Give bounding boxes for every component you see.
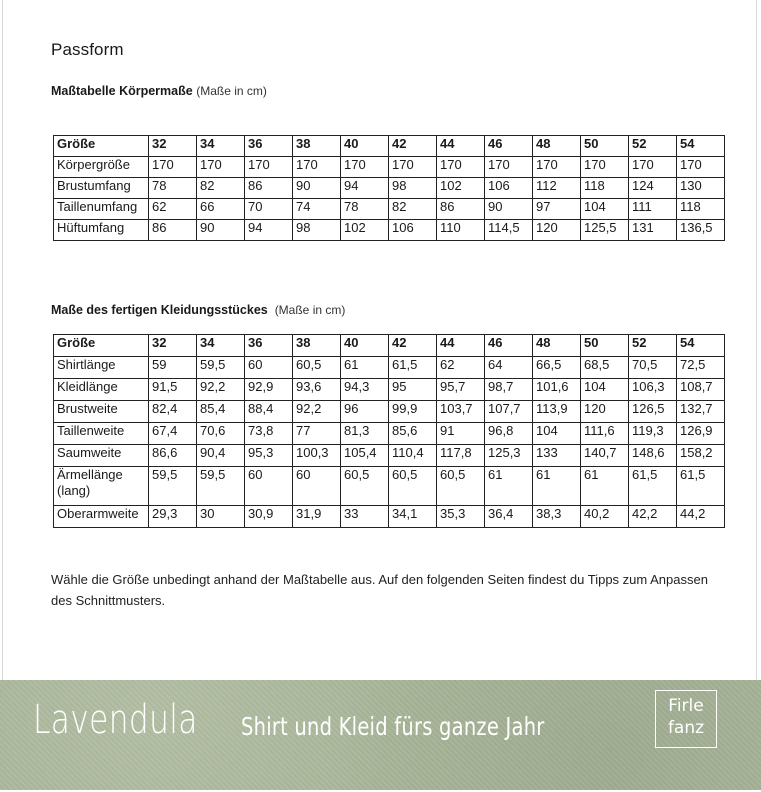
firlefanz-logo [655,690,717,748]
body-table-cell: 124 [629,178,677,199]
garment-table-cell: 90,4 [197,445,245,467]
body-table-cell: 86 [245,178,293,199]
body-table-cell: 170 [293,157,341,178]
body-table-row-label: Taillenumfang [54,199,149,220]
garment-table-cell: 33 [341,506,389,528]
garment-table-row-label: Oberarmweite [54,506,149,528]
body-table-size-header: 32 [149,136,197,157]
garment-table-cell: 110,4 [389,445,437,467]
garment-table-row-label: Kleidlänge [54,379,149,401]
logo-line-2: fanz [667,718,705,738]
body-table-cell: 170 [581,157,629,178]
body-table-size-header: 44 [437,136,485,157]
logo-line-1: Firle [668,696,704,716]
garment-table-cell: 95,3 [245,445,293,467]
body-table-cell: 70 [245,199,293,220]
garment-table-header-row [54,335,725,357]
garment-table-cell: 148,6 [629,445,677,467]
garment-table-cell: 119,3 [629,423,677,445]
body-measurements-heading-note: (Maße in cm) [196,84,267,98]
garment-table-size-header: 50 [581,335,629,357]
garment-table-cell: 66,5 [533,357,581,379]
body-table-cell: 78 [149,178,197,199]
garment-measurements-heading [51,303,345,317]
body-table-row [54,157,725,178]
body-table-cell: 170 [533,157,581,178]
garment-table-cell: 104 [581,379,629,401]
body-table-size-header: 40 [341,136,389,157]
body-table-cell: 86 [437,199,485,220]
body-table-cell: 118 [677,199,725,220]
garment-table-row [54,401,725,423]
garment-table-cell: 59,5 [149,467,197,506]
body-table-cell: 98 [389,178,437,199]
garment-table-size-header: 32 [149,335,197,357]
garment-table-cell: 108,7 [677,379,725,401]
garment-table-row-label: Saumweite [54,445,149,467]
garment-table-cell: 98,7 [485,379,533,401]
body-table-cell: 110 [437,220,485,241]
garment-table-row [54,357,725,379]
body-table-header-label: Größe [54,136,149,157]
garment-table-cell: 36,4 [485,506,533,528]
garment-table-cell: 60 [245,357,293,379]
garment-table-cell: 73,8 [245,423,293,445]
garment-table-cell: 61 [533,467,581,506]
garment-table-cell: 44,2 [677,506,725,528]
garment-table-size-header: 52 [629,335,677,357]
garment-table-cell: 133 [533,445,581,467]
garment-table-size-header: 46 [485,335,533,357]
garment-table-cell: 92,2 [197,379,245,401]
body-table-cell: 170 [341,157,389,178]
garment-table-cell: 81,3 [341,423,389,445]
garment-table-cell: 95,7 [437,379,485,401]
garment-table-size-header: 34 [197,335,245,357]
garment-table-cell: 59,5 [197,467,245,506]
body-table-cell: 86 [149,220,197,241]
body-table-cell: 170 [485,157,533,178]
garment-table-cell: 70,6 [197,423,245,445]
garment-table-cell: 132,7 [677,401,725,423]
garment-table-cell: 101,6 [533,379,581,401]
body-table-size-header: 52 [629,136,677,157]
garment-table-size-header: 38 [293,335,341,357]
garment-table-row-label: Brustweite [54,401,149,423]
garment-table-cell: 67,4 [149,423,197,445]
body-measurements-heading-bold: Maßtabelle Körpermaße [51,84,193,98]
body-table-cell: 170 [677,157,725,178]
body-table-cell: 114,5 [485,220,533,241]
garment-table-size-header: 44 [437,335,485,357]
garment-table-row-label: Ärmellänge (lang) [54,467,149,506]
body-table-cell: 97 [533,199,581,220]
garment-table-row-label: Shirtlänge [54,357,149,379]
body-table-size-header: 48 [533,136,581,157]
garment-table-cell: 94,3 [341,379,389,401]
garment-table-cell: 60 [293,467,341,506]
garment-table-size-header: 48 [533,335,581,357]
garment-table-cell: 99,9 [389,401,437,423]
garment-table-cell: 96 [341,401,389,423]
garment-table-cell: 117,8 [437,445,485,467]
garment-table-cell: 60,5 [293,357,341,379]
body-table-cell: 130 [677,178,725,199]
body-table-cell: 66 [197,199,245,220]
garment-table-cell: 64 [485,357,533,379]
body-measurements-heading [51,84,267,98]
body-table-cell: 170 [629,157,677,178]
body-table-cell: 94 [245,220,293,241]
garment-table-cell: 77 [293,423,341,445]
garment-table-cell: 59 [149,357,197,379]
garment-table-cell: 82,4 [149,401,197,423]
garment-table-cell: 30,9 [245,506,293,528]
body-table-cell: 102 [437,178,485,199]
body-table-size-header: 38 [293,136,341,157]
body-table-row-label: Körpergröße [54,157,149,178]
garment-table-cell: 120 [581,401,629,423]
garment-table-size-header: 40 [341,335,389,357]
brand-tagline: Shirt und Kleid fürs ganze Jahr [241,712,545,741]
garment-table-cell: 103,7 [437,401,485,423]
garment-table-size-header: 54 [677,335,725,357]
body-table-cell: 125,5 [581,220,629,241]
body-table-cell: 74 [293,199,341,220]
body-table-size-header: 42 [389,136,437,157]
body-table-cell: 94 [341,178,389,199]
body-table-cell: 82 [389,199,437,220]
garment-table-cell: 86,6 [149,445,197,467]
garment-table-cell: 126,5 [629,401,677,423]
garment-table-cell: 100,3 [293,445,341,467]
body-table-cell: 170 [245,157,293,178]
garment-table-cell: 62 [437,357,485,379]
garment-table-cell: 60,5 [389,467,437,506]
garment-table-cell: 85,6 [389,423,437,445]
garment-table-header-label: Größe [54,335,149,357]
garment-table-cell: 107,7 [485,401,533,423]
body-table-cell: 170 [197,157,245,178]
body-table-cell: 118 [581,178,629,199]
garment-table-row-label: Taillenweite [54,423,149,445]
garment-table-size-header: 42 [389,335,437,357]
garment-measurements-table [53,334,725,528]
garment-table-cell: 106,3 [629,379,677,401]
garment-table-cell: 61,5 [629,467,677,506]
page-title: Passform [51,40,124,59]
garment-table-cell: 31,9 [293,506,341,528]
garment-table-cell: 61 [485,467,533,506]
garment-table-cell: 29,3 [149,506,197,528]
body-table-cell: 102 [341,220,389,241]
garment-table-cell: 60,5 [437,467,485,506]
garment-table-cell: 68,5 [581,357,629,379]
body-table-cell: 170 [149,157,197,178]
body-table-cell: 106 [485,178,533,199]
garment-table-row [54,423,725,445]
garment-table-cell: 61,5 [389,357,437,379]
garment-table-cell: 91,5 [149,379,197,401]
garment-table-cell: 38,3 [533,506,581,528]
garment-table-cell: 113,9 [533,401,581,423]
garment-table-cell: 140,7 [581,445,629,467]
body-measurements-table [53,135,725,241]
body-table-cell: 131 [629,220,677,241]
garment-table-cell: 60 [245,467,293,506]
body-table-cell: 90 [293,178,341,199]
garment-table-row [54,445,725,467]
body-table-size-header: 34 [197,136,245,157]
garment-table-cell: 61,5 [677,467,725,506]
garment-table-cell: 92,2 [293,401,341,423]
brand-title: Lavendula [33,697,198,743]
body-table-size-header: 54 [677,136,725,157]
body-table-row [54,178,725,199]
garment-table-cell: 96,8 [485,423,533,445]
body-table-cell: 62 [149,199,197,220]
garment-table-cell: 95 [389,379,437,401]
garment-table-cell: 34,1 [389,506,437,528]
garment-table-cell: 30 [197,506,245,528]
garment-table-cell: 59,5 [197,357,245,379]
garment-table-cell: 61 [341,357,389,379]
body-table-cell: 111 [629,199,677,220]
body-table-size-header: 46 [485,136,533,157]
garment-table-cell: 85,4 [197,401,245,423]
garment-table-cell: 61 [581,467,629,506]
body-table-cell: 120 [533,220,581,241]
body-table-cell: 82 [197,178,245,199]
body-table-cell: 112 [533,178,581,199]
garment-table-cell: 60,5 [341,467,389,506]
body-table-cell: 78 [341,199,389,220]
body-table-row-label: Brustumfang [54,178,149,199]
garment-table-cell: 72,5 [677,357,725,379]
garment-table-cell: 105,4 [341,445,389,467]
garment-table-cell: 111,6 [581,423,629,445]
body-table-size-header: 36 [245,136,293,157]
garment-measurements-heading-bold: Maße des fertigen Kleidungsstückes [51,303,268,317]
garment-table-cell: 93,6 [293,379,341,401]
garment-table-cell: 40,2 [581,506,629,528]
body-table-header-row [54,136,725,157]
garment-table-cell: 88,4 [245,401,293,423]
garment-table-cell: 70,5 [629,357,677,379]
body-table-cell: 104 [581,199,629,220]
body-table-row [54,220,725,241]
body-table-cell: 90 [485,199,533,220]
garment-table-cell: 126,9 [677,423,725,445]
garment-table-row [54,506,725,528]
body-table-row-label: Hüftumfang [54,220,149,241]
garment-table-cell: 92,9 [245,379,293,401]
garment-table-row [54,379,725,401]
body-table-cell: 136,5 [677,220,725,241]
garment-table-row [54,467,725,506]
garment-table-size-header: 36 [245,335,293,357]
size-advice-text: Wähle die Größe unbedingt anhand der Maßtabelle aus. Auf den folgenden Seiten findest du Tipps zum Anpassen des Schnittmusters. [51,572,708,608]
garment-table-cell: 104 [533,423,581,445]
body-table-size-header: 50 [581,136,629,157]
body-table-row [54,199,725,220]
body-table-cell: 98 [293,220,341,241]
garment-table-cell: 125,3 [485,445,533,467]
body-table-cell: 170 [389,157,437,178]
garment-table-cell: 91 [437,423,485,445]
body-table-cell: 170 [437,157,485,178]
garment-table-cell: 35,3 [437,506,485,528]
garment-table-cell: 42,2 [629,506,677,528]
body-table-cell: 90 [197,220,245,241]
body-table-cell: 106 [389,220,437,241]
garment-table-cell: 158,2 [677,445,725,467]
garment-measurements-heading-note: (Maße in cm) [274,303,346,317]
